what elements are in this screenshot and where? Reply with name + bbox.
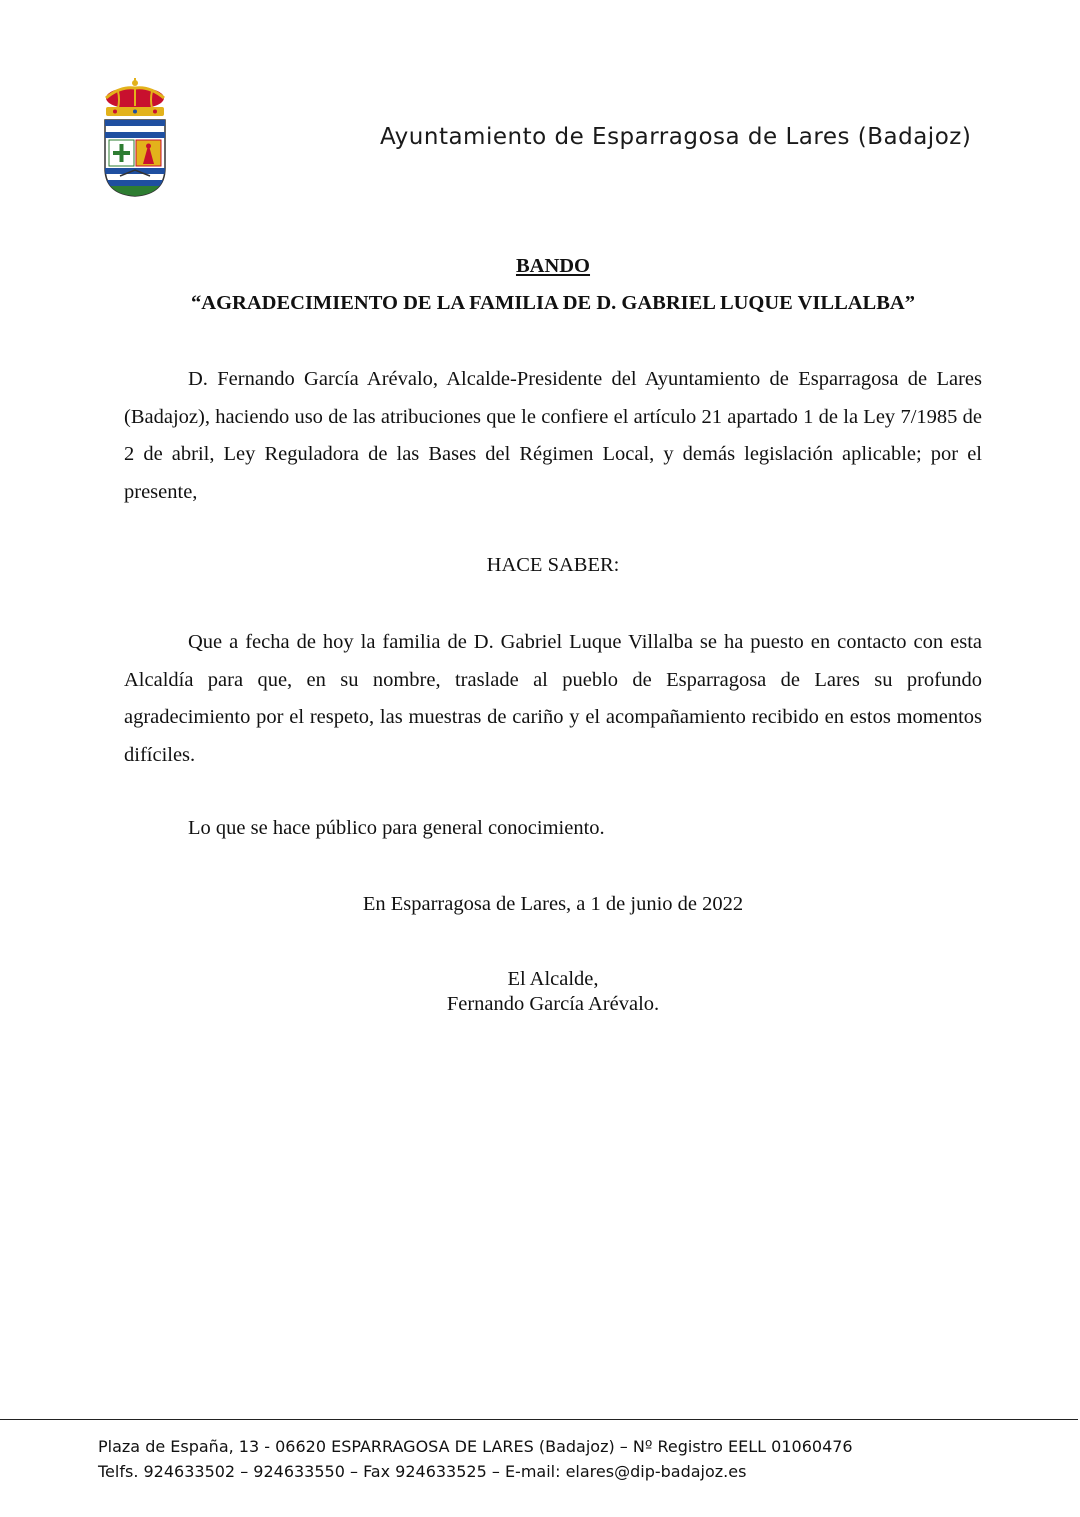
shield-icon [105, 120, 165, 198]
header-title: Ayuntamiento de Esparragosa de Lares (Badajoz) [380, 124, 972, 150]
document-title: BANDO [515, 255, 591, 277]
hace-saber-heading: HACE SABER: [486, 554, 620, 576]
footer-address: Plaza de España, 13 - 06620 ESPARRAGOSA DE LARES (Badajoz) – Nº Registro EELL 01060476 [98, 1437, 853, 1456]
signature-name: Fernando García Arévalo. [446, 993, 660, 1015]
signature-role: El Alcalde, [507, 968, 599, 990]
signature-block [124, 967, 982, 1017]
footer-divider [0, 1419, 1078, 1420]
body-paragraph: Que a fecha de hoy la familia de D. Gabriel Luque Villalba se ha puesto en contacto con esta Alcaldía para que, en su nombre, traslade al pueblo de Esparragosa de Lares su profundo agradecimiento por el respeto, las muestras de cariño y el acompañamiento recibido en estos momentos difíciles. [124, 631, 982, 766]
intro-paragraph: D. Fernando García Arévalo, Alcalde-Presidente del Ayuntamiento de Esparragosa de Lares (Badajoz), haciendo uso de las atribuciones que le confiere el artículo 21 apartado 1 de la Ley 7/1985 de 2 de abril, Ley Reguladora de las Bases del Régimen Local, y demás legislación aplicable; por el presente, [124, 368, 982, 503]
closing-paragraph: Lo que se hace público para general conocimiento. [188, 817, 605, 839]
footer [98, 1434, 853, 1484]
crown-icon [106, 78, 164, 116]
document-subtitle: “AGRADECIMIENTO DE LA FAMILIA DE D. GABRIEL LUQUE VILLALBA” [191, 292, 915, 314]
place-date: En Esparragosa de Lares, a 1 de junio de 2022 [362, 893, 744, 915]
footer-contact: Telfs. 924633502 – 924633550 – Fax 924633525 – E-mail: elares@dip-badajoz.es [98, 1462, 747, 1481]
coat-of-arms-icon [100, 76, 170, 200]
